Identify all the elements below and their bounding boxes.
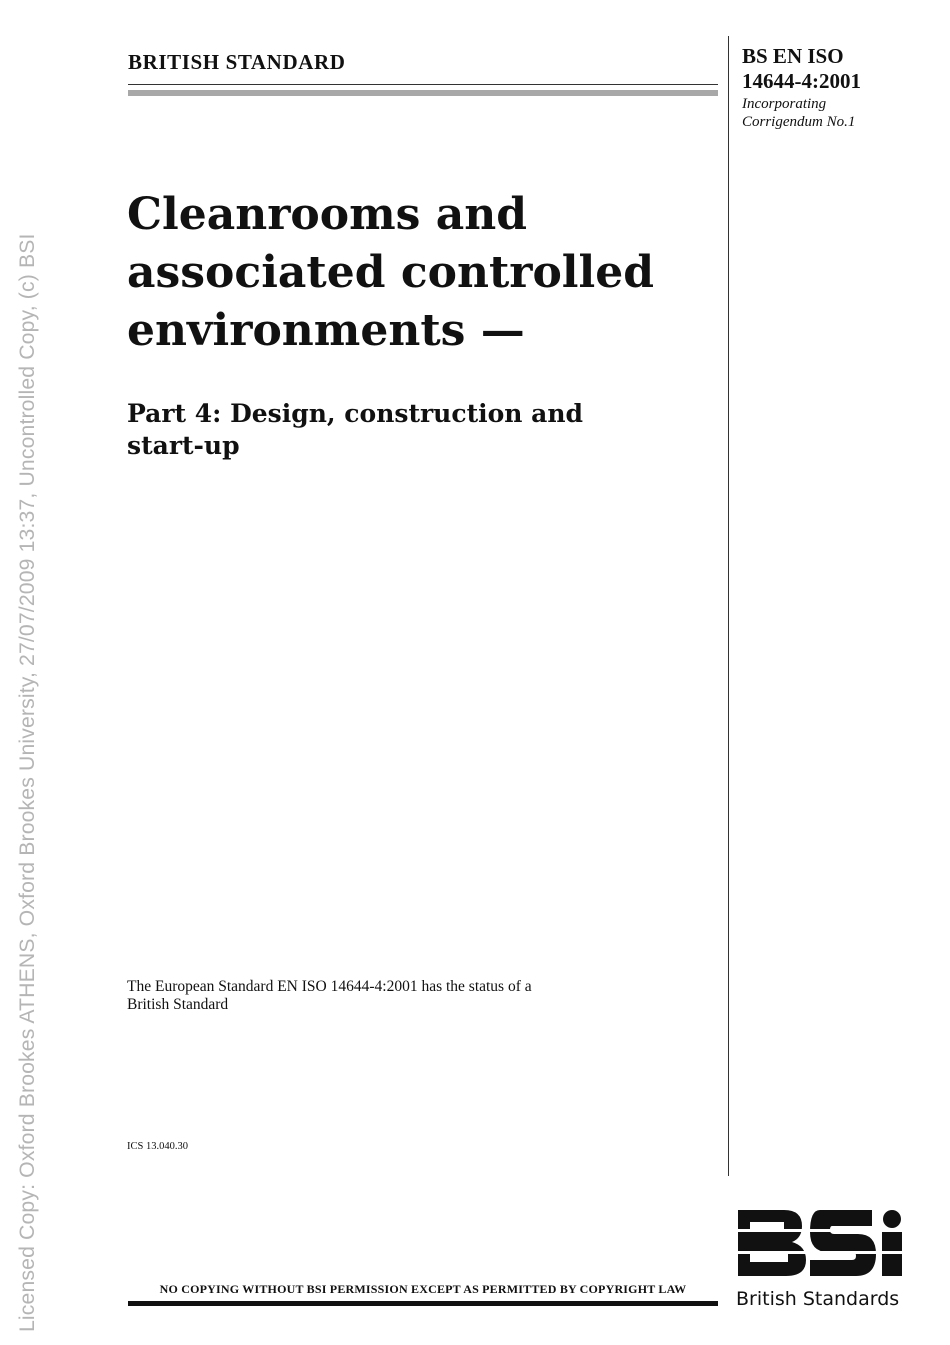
incorporating-line1: Incorporating <box>742 96 827 112</box>
title-line3: environments — <box>127 305 525 356</box>
standard-number-line2: 14644-4:2001 <box>742 69 861 93</box>
title-line1: Cleanrooms and <box>127 189 528 240</box>
copyright-notice: NO COPYING WITHOUT BSI PERMISSION EXCEPT AS PERMITTED BY COPYRIGHT LAW <box>159 1282 687 1296</box>
document-subtitle <box>127 398 717 462</box>
subtitle-line2: start-up <box>127 431 240 460</box>
document-title <box>127 186 717 360</box>
title-line2: associated controlled <box>127 247 654 298</box>
subtitle-line1: Part 4: Design, construction and <box>127 399 584 428</box>
standard-number <box>742 44 861 94</box>
bsi-logo-icon <box>736 1208 906 1278</box>
brand-heading: BRITISH STANDARD <box>128 50 346 74</box>
standard-incorporating <box>742 95 855 131</box>
header-rule-thick <box>128 90 718 96</box>
ics-code: ICS 13.040.30 <box>127 1141 188 1152</box>
license-watermark: Licensed Copy: Oxford Brookes ATHENS, Oxford Brookes University, 27/07/2009 13:37, Uncontrolled Copy, (c) BSI <box>16 233 39 1332</box>
status-line1: The European Standard EN ISO 14644-4:2001 has the status of a <box>127 978 532 995</box>
logo-caption: British Standards <box>736 1288 900 1310</box>
standard-number-line1: BS EN ISO <box>742 44 844 68</box>
status-statement <box>127 978 647 1014</box>
status-line2: British Standard <box>127 996 229 1013</box>
footer-rule <box>128 1301 718 1306</box>
header-rule-thin <box>128 84 718 85</box>
incorporating-line2: Corrigendum No.1 <box>742 114 856 130</box>
column-divider <box>728 36 729 1176</box>
